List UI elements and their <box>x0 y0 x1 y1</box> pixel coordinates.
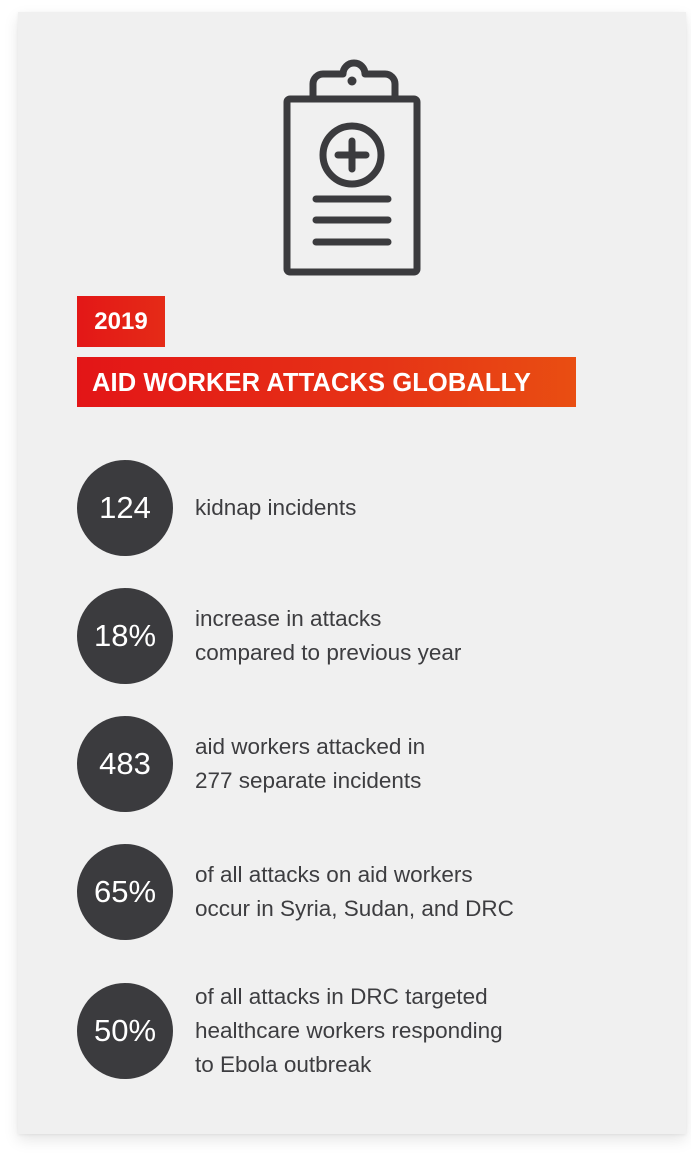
stat-description-line: increase in attacks <box>195 606 382 631</box>
stat-item <box>77 983 677 1079</box>
stat-value-circle: 124 <box>77 460 173 556</box>
stat-description-line: compared to previous year <box>195 640 462 665</box>
stat-description <box>195 716 425 812</box>
stat-description-line: occur in Syria, Sudan, and DRC <box>195 896 514 921</box>
stat-item <box>77 844 677 940</box>
stat-item <box>77 460 677 556</box>
stat-item <box>77 588 677 684</box>
clipboard-medical-icon <box>266 44 436 284</box>
stat-description-line: kidnap incidents <box>195 495 357 520</box>
stat-value-circle: 65% <box>77 844 173 940</box>
stat-value-circle: 483 <box>77 716 173 812</box>
stat-description-line: of all attacks on aid workers <box>195 862 473 887</box>
stat-description-line: of all attacks in DRC targeted <box>195 984 488 1009</box>
stat-value-circle: 18% <box>77 588 173 684</box>
stat-item <box>77 716 677 812</box>
page-title: AID WORKER ATTACKS GLOBALLY <box>77 357 576 407</box>
stat-description-line: aid workers attacked in <box>195 734 426 759</box>
year-badge: 2019 <box>77 296 165 347</box>
stat-value-circle: 50% <box>77 983 173 1079</box>
stat-description <box>195 588 461 684</box>
stat-description <box>195 844 514 940</box>
stat-description-line: to Ebola outbreak <box>195 1052 372 1077</box>
stat-description-line: healthcare workers responding <box>195 1018 503 1043</box>
stat-description-line: 277 separate incidents <box>195 768 422 793</box>
stat-description <box>195 460 356 556</box>
stat-description <box>195 983 503 1079</box>
